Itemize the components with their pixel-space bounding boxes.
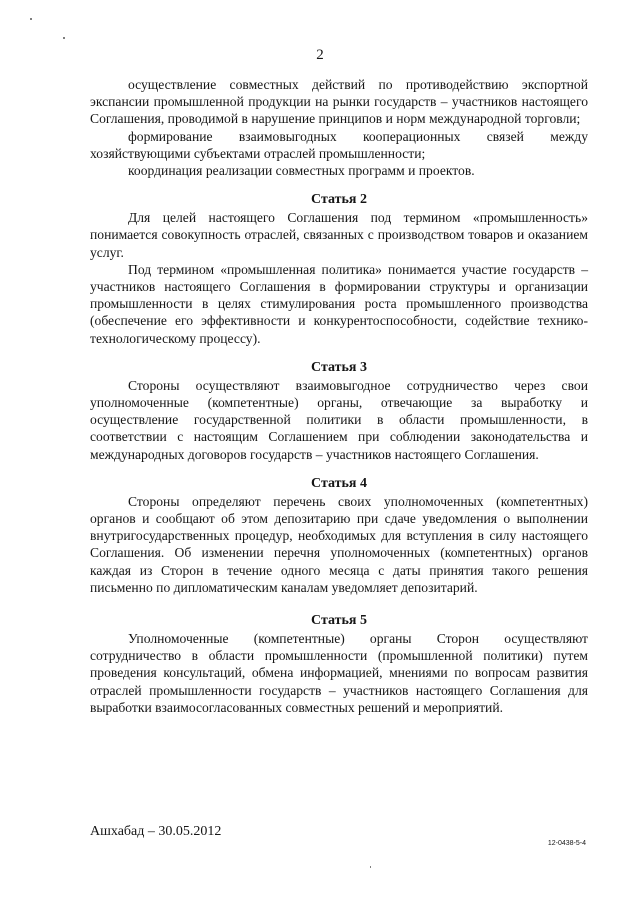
intro-paragraph-2: формирование взаимовыгодных кооперационных связей между хозяйствующими субъектами отраслей промышленности; xyxy=(90,128,588,161)
article-3 xyxy=(90,359,588,463)
article-5-title: Статья 5 xyxy=(311,613,367,629)
article-4-paragraph-1: Стороны определяют перечень своих уполномоченных (компетентных) органов и сообщают об этом депозитарию при сдаче уведомления о выполнении внутригосударственных процедур, необходимых для вступления в силу настоящего Соглашения. Об изменении перечня уполномоченных (компетентных) органов каждая из Сторон в течение одного месяца с даты принятия такого решения письменно по дипломатическим каналам уведомляет депозитарий. xyxy=(90,493,588,595)
scan-speck xyxy=(370,866,371,868)
intro-paragraph-3: координация реализации совместных программ и проектов. xyxy=(128,163,475,179)
article-4-title: Статья 4 xyxy=(311,475,367,491)
article-2-paragraph-2: Под термином «промышленная политика» понимается участие государств – участников настоящего Соглашения в формировании структуры и организации промышленности в целях стимулирования роста промышленного производства (обеспечение его эффективности и конкурентоспособности, содействие технико-технологическому процессу). xyxy=(90,261,588,346)
article-3-title: Статья 3 xyxy=(311,359,367,375)
scan-speck xyxy=(30,18,32,20)
page-number: 2 xyxy=(316,47,324,63)
article-4 xyxy=(90,475,588,596)
article-5-paragraph-1: Уполномоченные (компетентные) органы Сторон осуществляют сотрудничество в области промышленности (промышленной политики) путем проведения консультаций, обмена информацией, мнениями по вопросам развития отраслей промышленности государств – участников настоящего Соглашения для выработки взаимосогласованных совместных решений и мероприятий. xyxy=(90,631,588,715)
intro-paragraph-1: осуществление совместных действий по противодействию экспортной экспансии промышленной продукции на рынки государств – участников настоящего Соглашения, проводимой в нарушение принципов и норм международной торговли; xyxy=(90,77,588,127)
footer-document-code: 12-0438-5-4 xyxy=(547,840,586,847)
document-body xyxy=(90,76,588,716)
article-2-paragraph-1: Для целей настоящего Соглашения под термином «промышленность» понимается совокупность отраслей, связанных с производством товаров и оказанием услуг. xyxy=(90,210,588,260)
scan-speck xyxy=(63,37,65,39)
article-2 xyxy=(90,191,588,347)
article-5 xyxy=(90,612,588,716)
article-3-paragraph-1: Стороны осуществляют взаимовыгодное сотрудничество через свои уполномоченные (компетентные) органы, отвечающие за выработку и осуществление государственной политики в области промышленности, в соответствии с настоящим Соглашением при соблюдении законодательства и международных договоров государств – участников настоящего Соглашения. xyxy=(90,377,588,462)
article-2-title: Статья 2 xyxy=(311,192,367,208)
footer-place-date: Ашхабад – 30.05.2012 xyxy=(90,824,222,839)
